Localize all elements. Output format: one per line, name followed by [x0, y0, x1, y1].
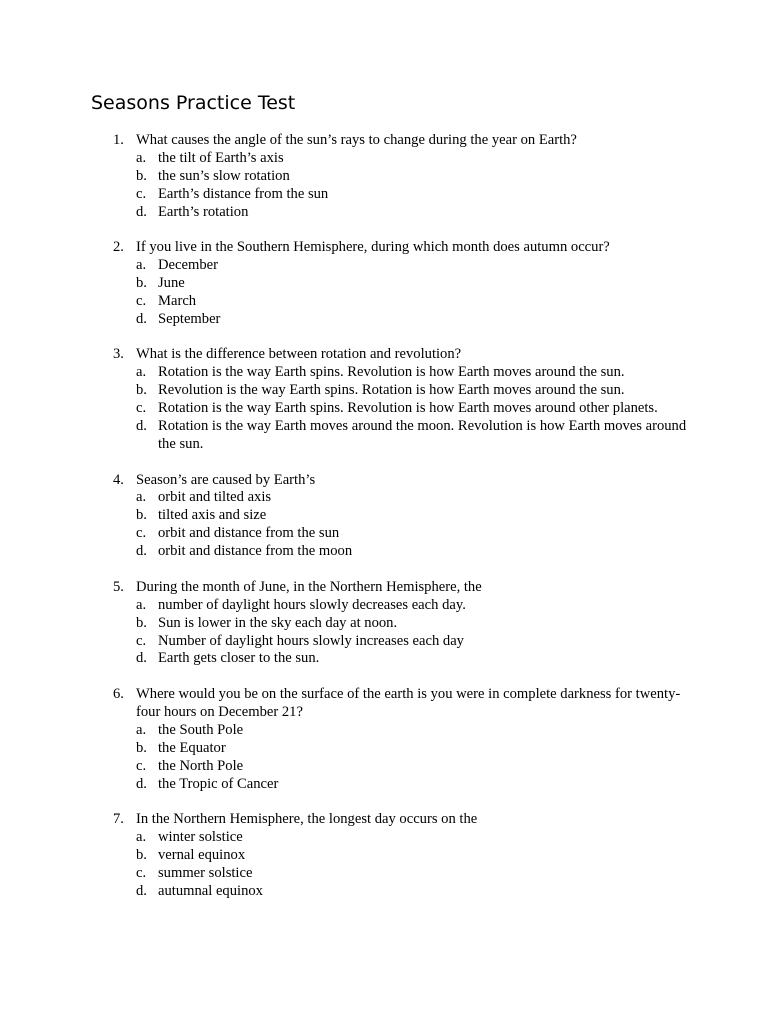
- option-text: the North Pole: [158, 757, 244, 774]
- question-row: [0, 132, 770, 150]
- option-letter: d.: [136, 418, 147, 435]
- answer-option: [0, 615, 770, 633]
- option-text: Earth’s distance from the sun: [158, 185, 329, 202]
- option-letter: a.: [136, 596, 147, 613]
- option-letter: b.: [136, 614, 147, 631]
- option-text: the Tropic of Cancer: [158, 775, 279, 792]
- answer-option: [0, 633, 770, 651]
- option-letter: a.: [136, 489, 147, 506]
- question-text: If you live in the Southern Hemisphere, during which month does autumn occur?: [136, 239, 610, 256]
- question-item: [0, 686, 770, 793]
- question-number: 2.: [113, 239, 124, 256]
- option-text: Revolution is the way Earth spins. Rotation is how Earth moves around the sun.: [158, 382, 625, 399]
- option-text: Number of daylight hours slowly increases each day: [158, 632, 464, 649]
- answer-option: [0, 275, 770, 293]
- answer-option: [0, 740, 770, 758]
- question-item: [0, 472, 770, 562]
- question-text: Season’s are caused by Earth’s: [136, 471, 316, 488]
- option-letter: b.: [136, 739, 147, 756]
- option-letter: c.: [136, 292, 147, 309]
- option-text: Earth’s rotation: [158, 203, 249, 220]
- option-letter: d.: [136, 203, 147, 220]
- answer-option: [0, 650, 770, 668]
- answer-option: [0, 150, 770, 168]
- question-row: [0, 239, 770, 257]
- answer-option: [0, 865, 770, 883]
- option-letter: d.: [136, 882, 147, 899]
- answer-option: [0, 186, 770, 204]
- option-text: Earth gets closer to the sun.: [158, 650, 320, 667]
- option-letter: b.: [136, 507, 147, 524]
- answer-option: [0, 293, 770, 311]
- option-text: Sun is lower in the sky each day at noon.: [158, 614, 398, 631]
- option-text: September: [158, 310, 221, 327]
- question-item: [0, 579, 770, 669]
- option-text: Rotation is the way Earth spins. Revolution is how Earth moves around other planets.: [158, 400, 658, 417]
- option-letter: a.: [136, 829, 147, 846]
- option-text: winter solstice: [158, 829, 243, 846]
- answer-option: [0, 758, 770, 776]
- question-text: During the month of June, in the Northern Hemisphere, the: [136, 578, 482, 595]
- option-letter: c.: [136, 525, 147, 542]
- answer-option: [0, 847, 770, 865]
- option-letter: d.: [136, 775, 147, 792]
- answer-option: [0, 382, 770, 400]
- question-row: [0, 472, 770, 490]
- answer-option: [0, 597, 770, 615]
- option-text: December: [158, 257, 218, 274]
- answer-option: [0, 257, 770, 275]
- option-letter: b.: [136, 275, 147, 292]
- answer-option: [0, 311, 770, 329]
- answer-option: [0, 168, 770, 186]
- option-letter: a.: [136, 721, 147, 738]
- option-letter: c.: [136, 632, 147, 649]
- question-text: What is the difference between rotation and revolution?: [136, 346, 462, 363]
- question-number: 4.: [113, 471, 124, 488]
- option-letter: b.: [136, 382, 147, 399]
- question-number: 7.: [113, 811, 124, 828]
- answer-option: [0, 829, 770, 847]
- option-letter: b.: [136, 846, 147, 863]
- answer-option: [0, 507, 770, 525]
- answer-option: [0, 418, 770, 454]
- option-text: orbit and distance from the sun: [158, 525, 340, 542]
- answer-option: [0, 722, 770, 740]
- question-item: [0, 132, 770, 222]
- option-text: vernal equinox: [158, 846, 246, 863]
- question-number: 6.: [113, 686, 124, 702]
- question-item: [0, 346, 770, 453]
- question-row: [0, 346, 770, 364]
- question-number: 1.: [113, 132, 124, 148]
- option-letter: d.: [136, 650, 147, 667]
- option-letter: d.: [136, 543, 147, 560]
- option-letter: d.: [136, 310, 147, 327]
- question-number: 3.: [113, 346, 124, 363]
- option-letter: b.: [136, 167, 147, 184]
- option-text: summer solstice: [158, 864, 253, 881]
- option-text: the tilt of Earth’s axis: [158, 149, 284, 166]
- option-letter: a.: [136, 257, 147, 274]
- option-letter: c.: [136, 185, 147, 202]
- question-number: 5.: [113, 578, 124, 595]
- option-letter: c.: [136, 864, 147, 881]
- option-text: the sun’s slow rotation: [158, 167, 290, 184]
- question-list: [0, 132, 770, 918]
- option-text: autumnal equinox: [158, 882, 263, 899]
- option-text: March: [158, 292, 197, 309]
- question-item: [0, 239, 770, 329]
- answer-option: [0, 543, 770, 561]
- option-text: orbit and tilted axis: [158, 489, 272, 506]
- option-letter: c.: [136, 400, 147, 417]
- question-text: In the Northern Hemisphere, the longest day occurs on the: [136, 811, 478, 828]
- question-row: [0, 811, 770, 829]
- option-text: Rotation is the way Earth spins. Revolution is how Earth moves around the sun.: [158, 364, 625, 381]
- option-text: number of daylight hours slowly decreases each day.: [158, 596, 466, 613]
- answer-option: [0, 400, 770, 418]
- option-text: orbit and distance from the moon: [158, 543, 353, 560]
- answer-option: [0, 204, 770, 222]
- answer-option: [0, 364, 770, 382]
- answer-option: [0, 489, 770, 507]
- question-item: [0, 811, 770, 901]
- option-text: the South Pole: [158, 721, 244, 738]
- option-text: the Equator: [158, 739, 226, 756]
- answer-option: [0, 883, 770, 901]
- option-text: tilted axis and size: [158, 507, 267, 524]
- answer-option: [0, 525, 770, 543]
- option-letter: c.: [136, 757, 147, 774]
- question-text: What causes the angle of the sun’s rays to change during the year on Earth?: [136, 132, 577, 148]
- page-title: Seasons Practice Test: [91, 92, 296, 114]
- question-text: Where would you be on the surface of the earth is you were in complete darkness for twenty-four hours on December 21?: [136, 686, 681, 720]
- option-text: June: [158, 275, 185, 292]
- question-row: [0, 579, 770, 597]
- option-text: Rotation is the way Earth moves around the moon. Revolution is how Earth moves around the sun.: [158, 418, 687, 452]
- question-row: [0, 686, 770, 722]
- option-letter: a.: [136, 364, 147, 381]
- option-letter: a.: [136, 149, 147, 166]
- answer-option: [0, 776, 770, 794]
